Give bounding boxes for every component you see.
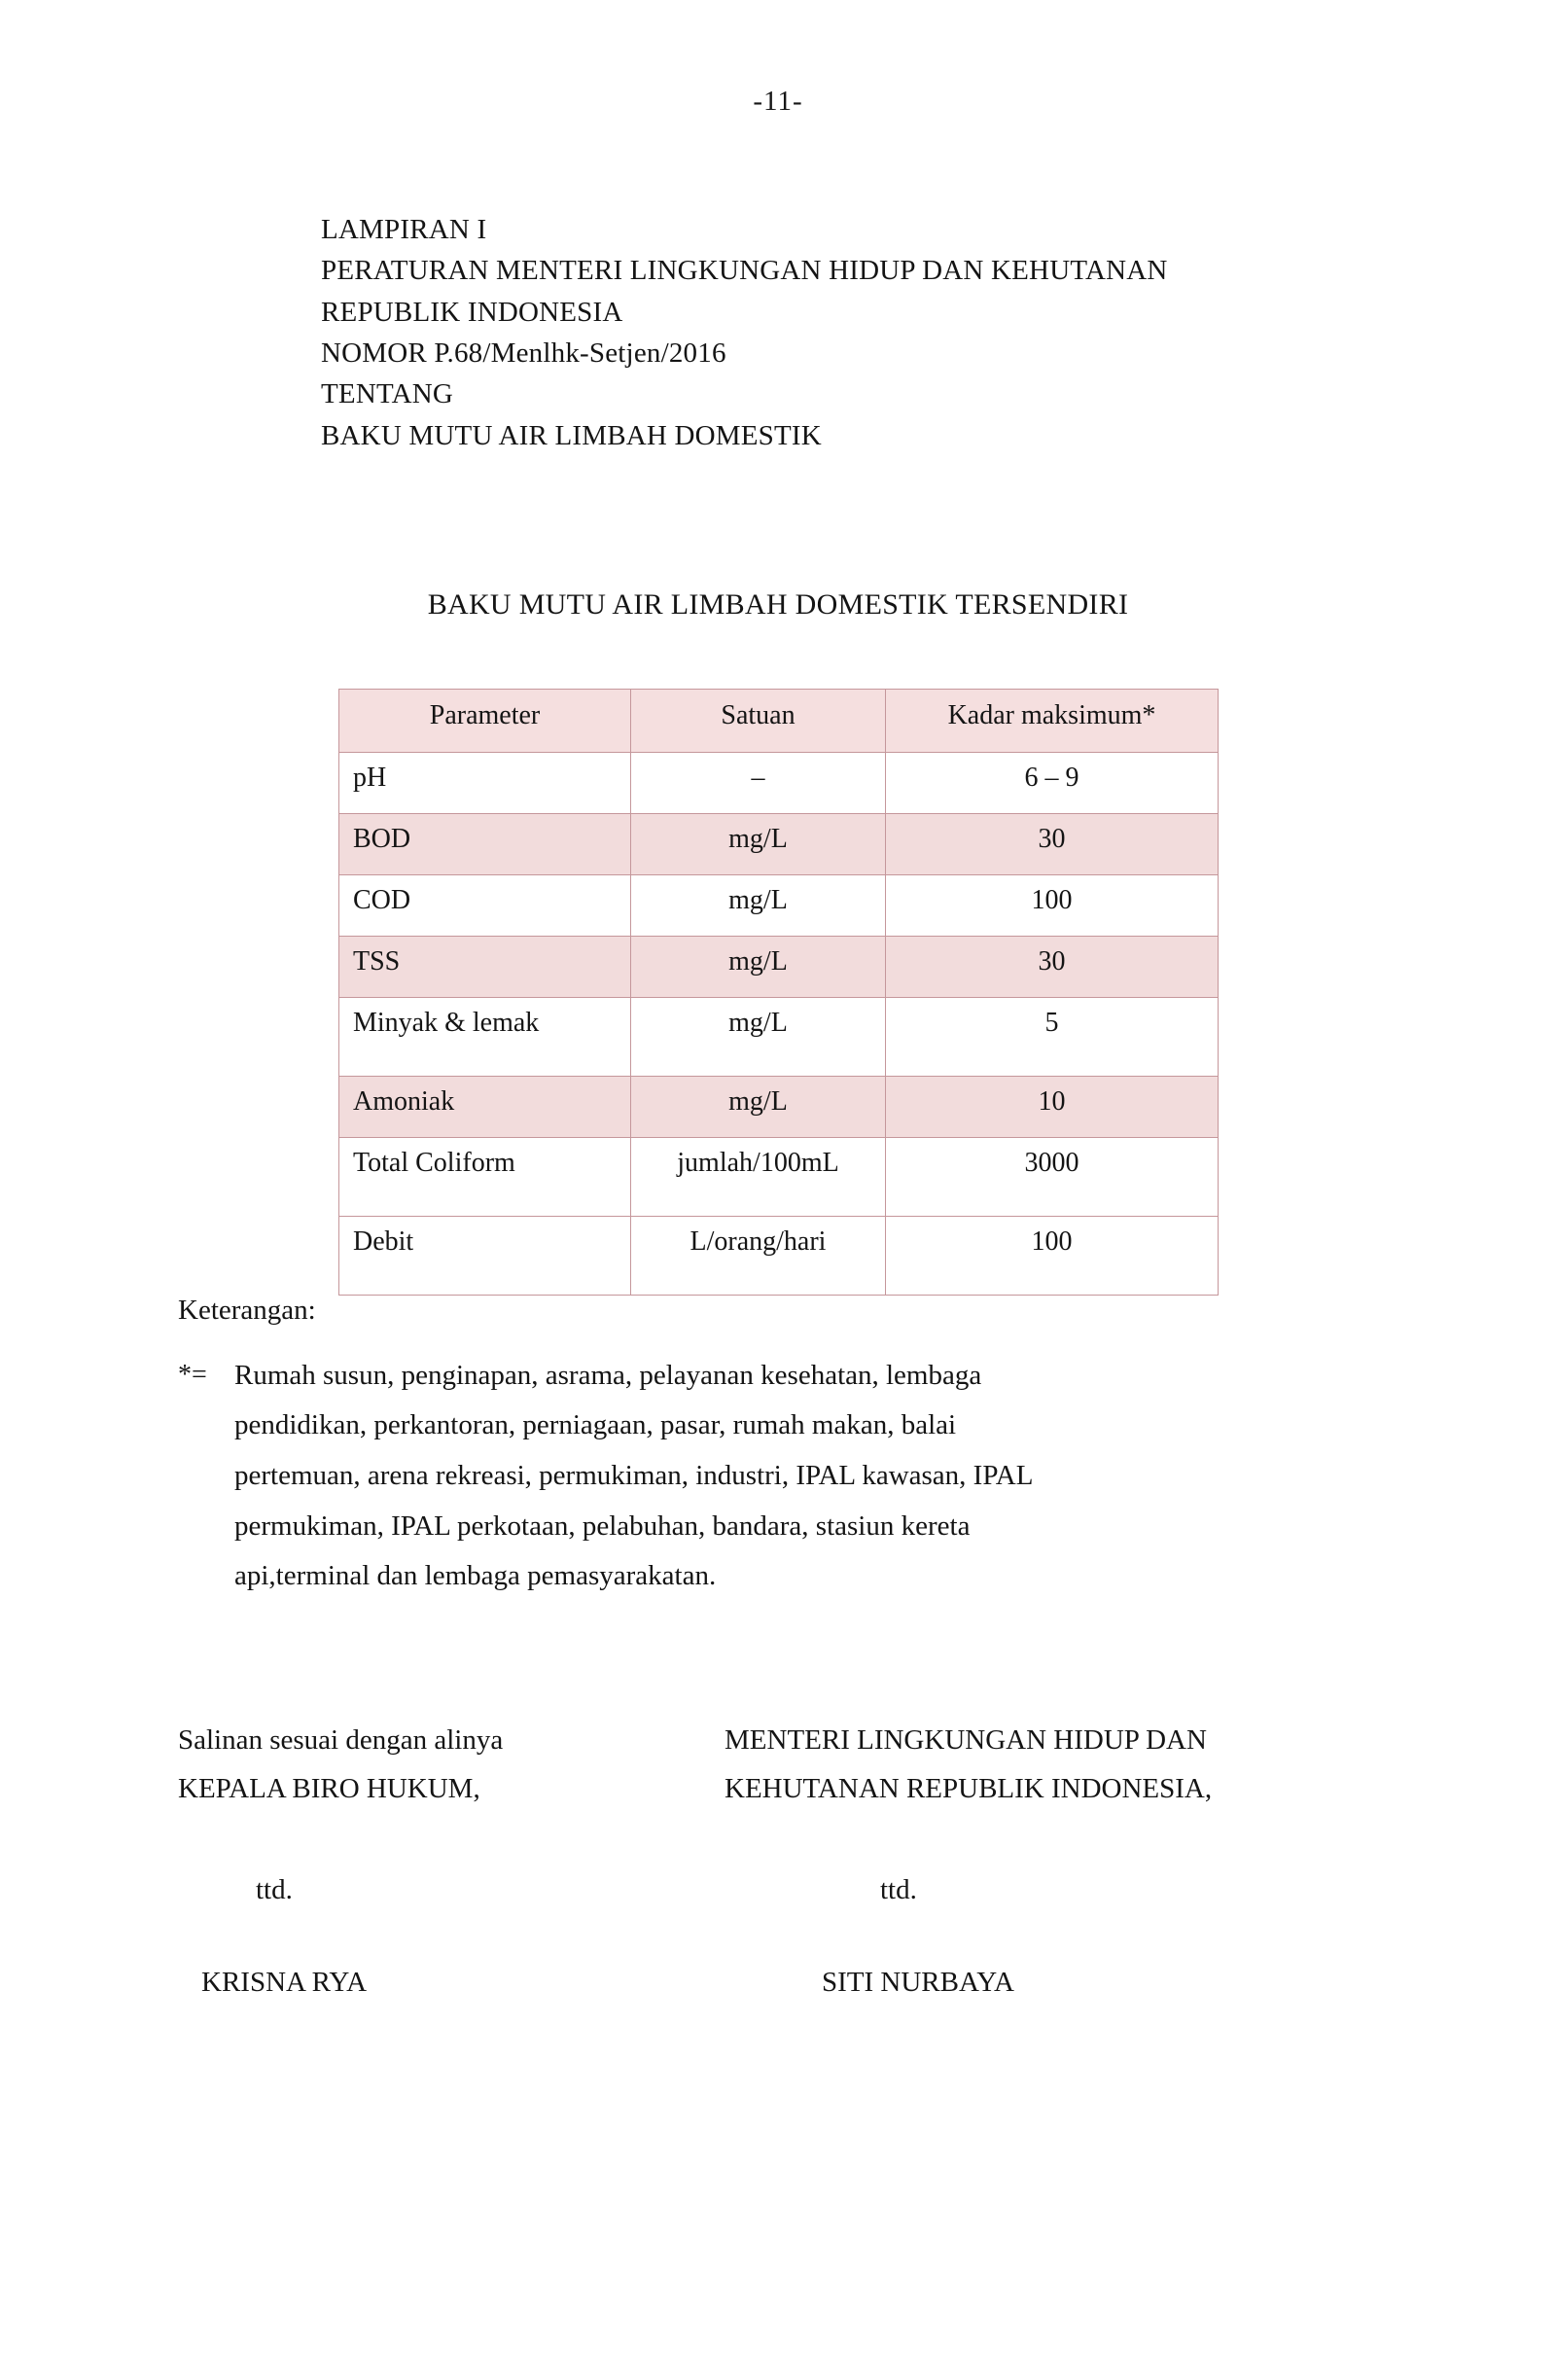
- cell-satuan: mg/L: [631, 937, 886, 998]
- footnote-marker: *=: [178, 1359, 207, 1390]
- keterangan-body: [178, 1351, 1374, 1602]
- table-row: [339, 937, 1219, 998]
- keterangan-line: Rumah susun, penginapan, asrama, pelayanan kesehatan, lembaga: [234, 1359, 982, 1391]
- signature-left-name: KRISNA RYA: [201, 1966, 368, 1998]
- keterangan-line: pendidikan, perkantoran, perniagaan, pasar, rumah makan, balai: [234, 1409, 957, 1441]
- keterangan-title: Keterangan:: [178, 1295, 316, 1326]
- keterangan-line: pertemuan, arena rekreasi, permukiman, industri, IPAL kawasan, IPAL: [234, 1460, 1034, 1492]
- signature-column-left: [178, 1717, 703, 1999]
- table-header-row: [339, 690, 1219, 753]
- cell-satuan: jumlah/100mL: [631, 1138, 886, 1217]
- signature-right-ttd: ttd.: [880, 1873, 917, 1905]
- table-row: [339, 753, 1219, 814]
- table-row: [339, 1217, 1219, 1296]
- heading-line-peraturan: PERATURAN MENTERI LINGKUNGAN HIDUP DAN KEHUTANAN: [321, 255, 1168, 287]
- baku-mutu-table-wrapper: [338, 689, 1218, 1296]
- cell-parameter: Amoniak: [339, 1077, 631, 1138]
- cell-satuan: mg/L: [631, 1077, 886, 1138]
- cell-parameter: COD: [339, 875, 631, 937]
- cell-parameter: BOD: [339, 814, 631, 875]
- cell-kadar: 100: [886, 875, 1219, 937]
- column-header-satuan: Satuan: [631, 690, 886, 753]
- cell-satuan: mg/L: [631, 814, 886, 875]
- cell-satuan: mg/L: [631, 875, 886, 937]
- signature-block: [0, 1717, 1556, 2038]
- cell-satuan: –: [631, 753, 886, 814]
- cell-kadar: 5: [886, 998, 1219, 1077]
- page-title: BAKU MUTU AIR LIMBAH DOMESTIK TERSENDIRI: [427, 588, 1129, 621]
- keterangan-section: [178, 1294, 1374, 1602]
- table-row: [339, 875, 1219, 937]
- column-header-parameter: Parameter: [339, 690, 631, 753]
- column-header-kadar: Kadar maksimum*: [886, 690, 1219, 753]
- cell-parameter: Debit: [339, 1217, 631, 1296]
- cell-kadar: 6 – 9: [886, 753, 1219, 814]
- table-row: [339, 1077, 1219, 1138]
- lampiran-heading-block: [321, 209, 1342, 456]
- cell-kadar: 30: [886, 814, 1219, 875]
- cell-satuan: mg/L: [631, 998, 886, 1077]
- table-header: [339, 690, 1219, 753]
- signature-left-line1: Salinan sesuai dengan alinya: [178, 1724, 504, 1756]
- cell-satuan: L/orang/hari: [631, 1217, 886, 1296]
- heading-line-bakumutu: BAKU MUTU AIR LIMBAH DOMESTIK: [321, 419, 822, 451]
- table-body: [339, 753, 1219, 1296]
- table-row: [339, 998, 1219, 1077]
- table-row: [339, 1138, 1219, 1217]
- page-number: -11-: [753, 86, 803, 117]
- cell-parameter: TSS: [339, 937, 631, 998]
- cell-parameter: Minyak & lemak: [339, 998, 631, 1077]
- cell-parameter: Total Coliform: [339, 1138, 631, 1217]
- keterangan-line: permukiman, IPAL perkotaan, pelabuhan, bandara, stasiun kereta: [234, 1510, 971, 1542]
- cell-parameter: pH: [339, 753, 631, 814]
- keterangan-line: api,terminal dan lembaga pemasyarakatan.: [234, 1560, 717, 1592]
- signature-left-ttd: ttd.: [256, 1873, 293, 1905]
- cell-kadar: 10: [886, 1077, 1219, 1138]
- signature-right-line1: MENTERI LINGKUNGAN HIDUP DAN: [725, 1724, 1207, 1756]
- cell-kadar: 30: [886, 937, 1219, 998]
- heading-line-republik: REPUBLIK INDONESIA: [321, 296, 623, 328]
- signature-left-line2: KEPALA BIRO HUKUM,: [178, 1772, 480, 1804]
- heading-line-tentang: TENTANG: [321, 378, 453, 410]
- signature-right-line2: KEHUTANAN REPUBLIK INDONESIA,: [725, 1772, 1213, 1804]
- table-row: [339, 814, 1219, 875]
- cell-kadar: 3000: [886, 1138, 1219, 1217]
- signature-column-right: [725, 1717, 1347, 1999]
- baku-mutu-table: [338, 689, 1219, 1296]
- heading-line-lampiran: LAMPIRAN I: [321, 214, 487, 245]
- cell-kadar: 100: [886, 1217, 1219, 1296]
- signature-right-name: SITI NURBAYA: [822, 1966, 1014, 1998]
- heading-line-nomor: NOMOR P.68/Menlhk-Setjen/2016: [321, 337, 726, 369]
